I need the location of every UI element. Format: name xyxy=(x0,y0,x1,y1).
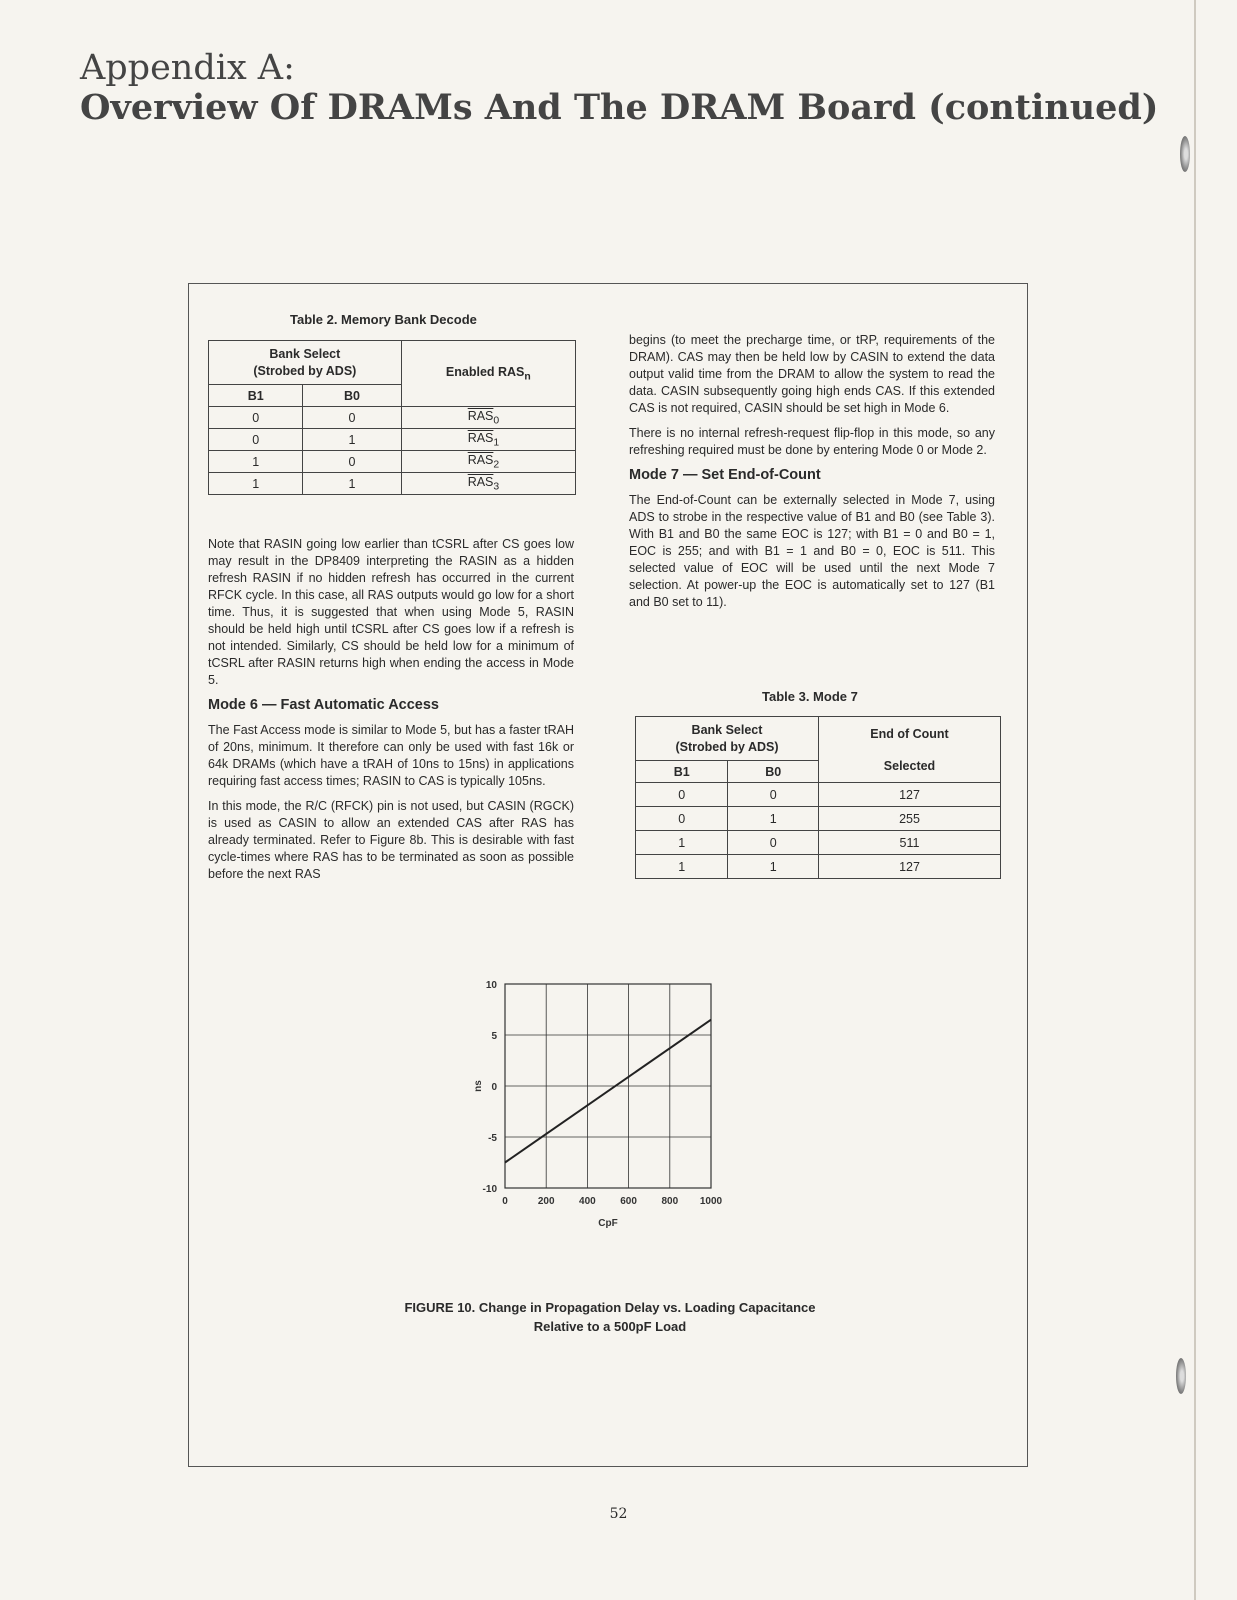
table3-cell-b0: 0 xyxy=(728,831,819,855)
table3-cell-b1: 0 xyxy=(636,807,728,831)
table3-row xyxy=(636,807,1001,831)
table2-b1-header: B1 xyxy=(209,385,303,407)
table2-row xyxy=(209,407,576,429)
x-tick-label: 400 xyxy=(579,1196,596,1207)
table3-cell-b1: 0 xyxy=(636,783,728,807)
table2-cell-b0: 0 xyxy=(303,407,401,429)
table2-cell-b0: 1 xyxy=(303,429,401,451)
note-paragraph: Note that RASIN going low earlier than tCSRL after CS goes low may result in the DP8409 interpreting the RASIN as a hidden refresh RASIN if no hidden refresh has occurred in the current RFCK cycle. In this case, all RAS outputs would go low for a short time. Thus, it is suggested that when using Mode 5, RASIN should be held high until tCSRL after CS goes low if a refresh is not intended. Similarly, CS should be held low for a minimum of tCSRL after RASIN returns high when ending the access in Mode 5. xyxy=(208,537,574,687)
mode6-paragraph-2: In this mode, the R/C (RFCK) pin is not used, but CASIN (RGCK) is used as CASIN to allow an extended CAS after RAS has already terminated. Refer to Figure 8b. This is desirable with fast cycle-times where RAS has to be terminated as soon as possible before the next RAS xyxy=(208,799,574,881)
ras-subscript: 1 xyxy=(493,437,500,449)
refresh-paragraph: There is no internal refresh-request flip-flop in this mode, so any refreshing required must be done by entering Mode 0 or Mode 2. xyxy=(629,426,995,457)
table2-enabled-sub: n xyxy=(524,371,531,383)
table2-enabled-header xyxy=(401,341,575,407)
ras-subscript: 0 xyxy=(493,415,500,427)
table2-b0-header: B0 xyxy=(303,385,401,407)
page-number: 52 xyxy=(609,1506,628,1522)
ras-signal: $\overline{RAS}$ xyxy=(467,430,494,445)
table3-cell-b0: 0 xyxy=(728,783,819,807)
mode6-paragraph-1: The Fast Access mode is similar to Mode 5, but has a faster tRAH of 20ns, minimum. It therefore can only be used with fast 16k or 64k DRAMs (which have a tRAH of 10ns to 15ns) in applications requiring fast access times; RASIN to CAS is typically 105ns. xyxy=(208,723,574,788)
table3-cell-eoc: 255 xyxy=(818,807,1000,831)
table2-caption: Table 2. Memory Bank Decode xyxy=(290,312,477,327)
table3-eoc-header xyxy=(818,717,1000,783)
table2-cell-ras xyxy=(401,429,575,451)
y-tick-label: 0 xyxy=(491,1082,497,1093)
y-tick-label: -5 xyxy=(488,1133,497,1144)
binder-ring-mark xyxy=(1176,1358,1186,1394)
table2-group-header-line2: (Strobed by ADS) xyxy=(253,363,357,378)
y-tick-label: 10 xyxy=(485,980,497,991)
x-axis-label: CpF xyxy=(598,1218,618,1229)
table3-cell-b0: 1 xyxy=(728,855,819,879)
table2-row xyxy=(209,473,576,495)
table3-group-header-line2: (Strobed by ADS) xyxy=(675,739,779,754)
table3-row xyxy=(636,855,1001,879)
table2-cell-b1: 0 xyxy=(209,407,303,429)
mode6-heading: Mode 6 — Fast Automatic Access xyxy=(208,697,439,713)
series-line xyxy=(505,1020,711,1163)
heading-line-1: Appendix A: xyxy=(80,48,295,88)
ras-signal: $\overline{RAS}$ xyxy=(467,474,494,489)
page-heading xyxy=(80,48,1158,128)
table2-row xyxy=(209,451,576,473)
table3-group-header-line1: Bank Select xyxy=(691,722,763,737)
table3-row xyxy=(636,831,1001,855)
propagation-delay-chart xyxy=(440,968,760,1238)
table2-cell-b1: 1 xyxy=(209,473,303,495)
table3-eoc-line2: Selected xyxy=(883,758,936,773)
table3-cell-b1: 1 xyxy=(636,855,728,879)
table3-eoc-line1: End of Count xyxy=(870,726,949,741)
table2-cell-b1: 0 xyxy=(209,429,303,451)
table2-row xyxy=(209,429,576,451)
table2-cell-b0: 1 xyxy=(303,473,401,495)
table3-cell-eoc: 127 xyxy=(818,783,1000,807)
binder-ring-mark xyxy=(1180,136,1190,172)
x-tick-label: 1000 xyxy=(699,1196,723,1207)
figure-caption-line1: FIGURE 10. Change in Propagation Delay vs. Loading Capacitance xyxy=(404,1300,816,1315)
mode7-heading: Mode 7 — Set End-of-Count xyxy=(629,467,821,483)
table3-cell-eoc: 127 xyxy=(818,855,1000,879)
x-tick-label: 800 xyxy=(661,1196,679,1207)
page-edge xyxy=(1194,0,1196,1600)
table2-body xyxy=(209,407,576,495)
table3-b1-header: B1 xyxy=(636,761,728,783)
ras-signal: $\overline{RAS}$ xyxy=(467,452,494,467)
table3-cell-b0: 1 xyxy=(728,807,819,831)
table3 xyxy=(635,716,1001,879)
continued-paragraph: begins (to meet the precharge time, or tRP, requirements of the DRAM). CAS may then be held low by CASIN to extend the data output valid time from the DRAM to allow the system to read the data. CASIN subsequently going high ends CAS. If this extended CAS is not required, CASIN should be set high in Mode 6. xyxy=(629,333,995,415)
ras-signal: $\overline{RAS}$ xyxy=(467,408,494,423)
table3-group-header xyxy=(636,717,819,761)
y-tick-label: 5 xyxy=(491,1031,497,1042)
table3-cell-b1: 1 xyxy=(636,831,728,855)
figure-caption xyxy=(380,1298,840,1336)
table3-caption: Table 3. Mode 7 xyxy=(762,689,858,704)
table2-cell-ras xyxy=(401,451,575,473)
table3-cell-eoc: 511 xyxy=(818,831,1000,855)
y-tick-label: -10 xyxy=(482,1184,497,1195)
heading-line-2: Overview Of DRAMs And The DRAM Board (continued) xyxy=(80,87,1159,128)
x-tick-label: 0 xyxy=(502,1196,508,1207)
y-axis-label: ns xyxy=(473,1080,484,1092)
table2-group-header-line1: Bank Select xyxy=(269,346,341,361)
table2 xyxy=(208,340,576,495)
figure-caption-line2: Relative to a 500pF Load xyxy=(533,1319,687,1334)
left-column xyxy=(208,536,574,891)
table3-b0-header: B0 xyxy=(728,761,819,783)
table2-enabled-label: Enabled RAS xyxy=(445,364,525,379)
mode7-paragraph: The End-of-Count can be externally selected in Mode 7, using ADS to strobe in the respective value of B1 and B0 (see Table 3). With B1 and B0 the same EOC is 127; with B1 = 0 and B0 = 1, EOC is 255; and with B1 = 1 and B0 = 0, EOC is 511. This selected value of EOC will be used until the next Mode 7 selection. At power-up the EOC is automatically set to 127 (B1 and B0 set to 11). xyxy=(629,493,995,609)
table2-cell-ras xyxy=(401,473,575,495)
table2-cell-b0: 0 xyxy=(303,451,401,473)
table2-cell-ras xyxy=(401,407,575,429)
x-tick-label: 600 xyxy=(620,1196,637,1207)
table2-group-header xyxy=(209,341,402,385)
table3-body xyxy=(636,783,1001,879)
x-tick-label: 200 xyxy=(537,1196,555,1207)
ras-subscript: 2 xyxy=(493,459,500,471)
ras-subscript: 3 xyxy=(493,481,500,493)
table2-cell-b1: 1 xyxy=(209,451,303,473)
right-column xyxy=(629,332,995,619)
table3-row xyxy=(636,783,1001,807)
